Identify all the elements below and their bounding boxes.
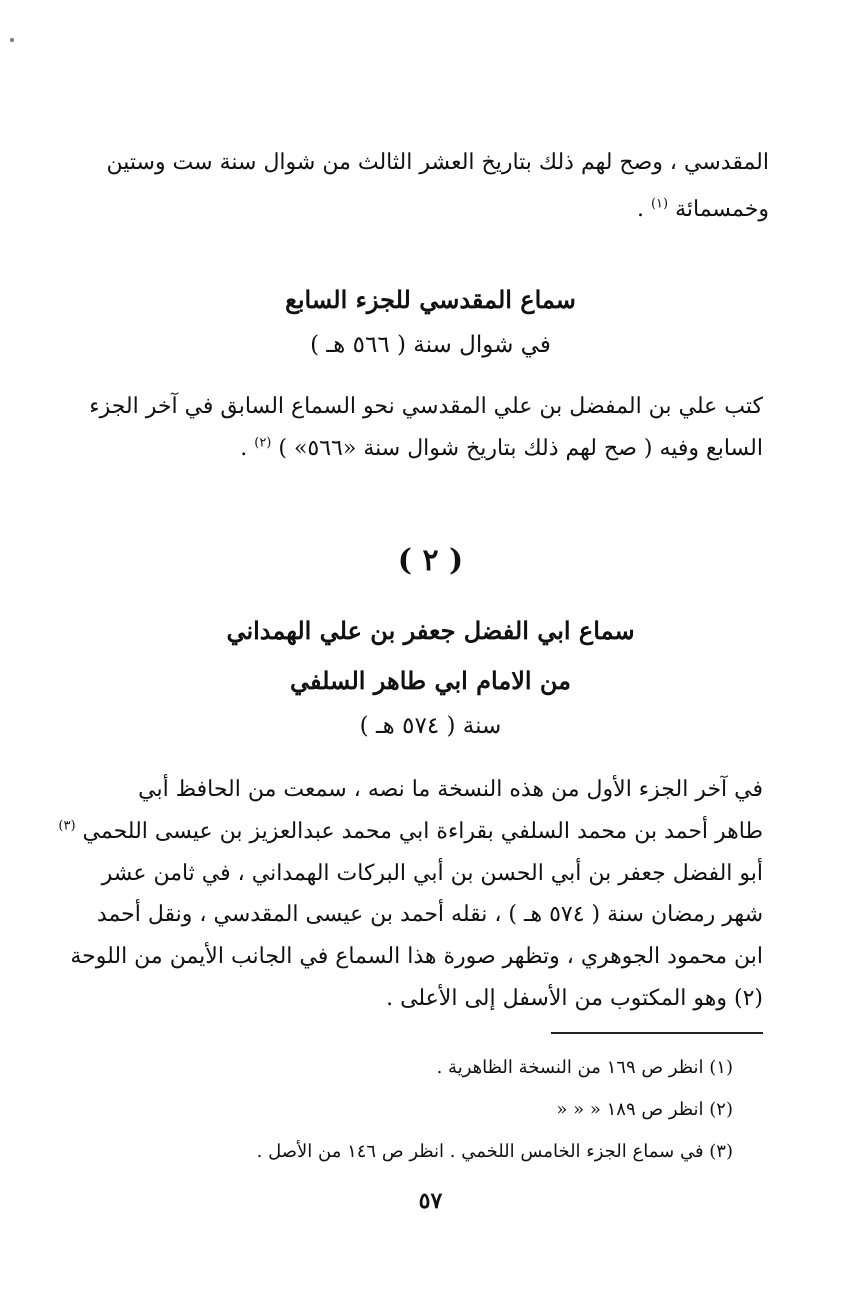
section-number: ( ٢ ) (397, 543, 464, 578)
footnote: (٢) انظر ص ١٨٩ « « « (556, 1099, 733, 1120)
section-subheading: في شوال سنة ( ٥٦٦ هـ ) (310, 332, 551, 358)
text-line-content: في آخر الجزء الأول من هذه النسخة ما نصه ، سمعت من الحافظ أبي (138, 777, 763, 802)
text-line-content: أبو الفضل جعفر بن أبي الحسن بن أبي البركات الهمداني ، في ثامن عشر (101, 861, 763, 886)
scan-mark (10, 38, 14, 42)
section-heading: سماع ابي الفضل جعفر بن علي الهمداني (226, 616, 635, 645)
text-line-end: . (636, 197, 644, 222)
section-subheading: سنة ( ٥٧٤ هـ ) (359, 713, 502, 739)
footnote-marker: (٢) (254, 435, 272, 451)
footnote-separator (551, 1032, 763, 1034)
text-line-content: ابن محمود الجوهري ، وتظهر صورة هذا السماع في الجانب الأيمن من اللوحة (70, 944, 763, 969)
footnote-marker: (١) (650, 196, 669, 212)
text-line (97, 900, 763, 930)
footnote: (٣) في سماع الجزء الخامس اللخمي . انظر ص ١٤٦ من الأصل . (256, 1141, 733, 1162)
text-line-end: . (240, 436, 248, 461)
text-line (89, 392, 763, 422)
text-line (58, 817, 763, 847)
text-line-content: شهر رمضان سنة ( ٥٧٤ هـ ) ، نقله أحمد بن عيسى المقدسي ، ونقل أحمد (96, 902, 763, 927)
text-line (138, 775, 763, 805)
text-line-content: وخمسمائة (675, 197, 769, 222)
text-line-content: (٢) وهو المكتوب من الأسفل إلى الأعلى . (386, 986, 763, 1011)
footnote: (١) انظر ص ١٦٩ من النسخة الظاهرية . (436, 1057, 733, 1078)
text-line-content: طاهر أحمد بن محمد السلفي بقراءة ابي محمد عبدالعزيز بن عيسى اللحمي (82, 819, 763, 844)
section-heading-line2: من الامام ابي طاهر السلفي (289, 666, 572, 695)
text-line (386, 984, 763, 1014)
text-line (106, 148, 769, 178)
footnote-marker: (٣) (58, 818, 76, 834)
text-line-content: كتب علي بن المفضل بن علي المقدسي نحو السماع السابق في آخر الجزء (89, 394, 763, 419)
page-number: ٥٧ (418, 1188, 443, 1214)
text-line (102, 859, 763, 889)
section-heading: سماع المقدسي للجزء السابع (285, 285, 576, 314)
text-line (240, 434, 763, 464)
text-line (637, 195, 769, 225)
text-line-content: المقدسي ، وصح لهم ذلك بتاريخ العشر الثالث من شوال سنة ست وستين (106, 150, 769, 175)
text-line (70, 942, 763, 972)
text-line-content: السابع وفيه ( صح لهم ذلك بتاريخ شوال سنة «٥٦٦» ) (278, 436, 763, 461)
